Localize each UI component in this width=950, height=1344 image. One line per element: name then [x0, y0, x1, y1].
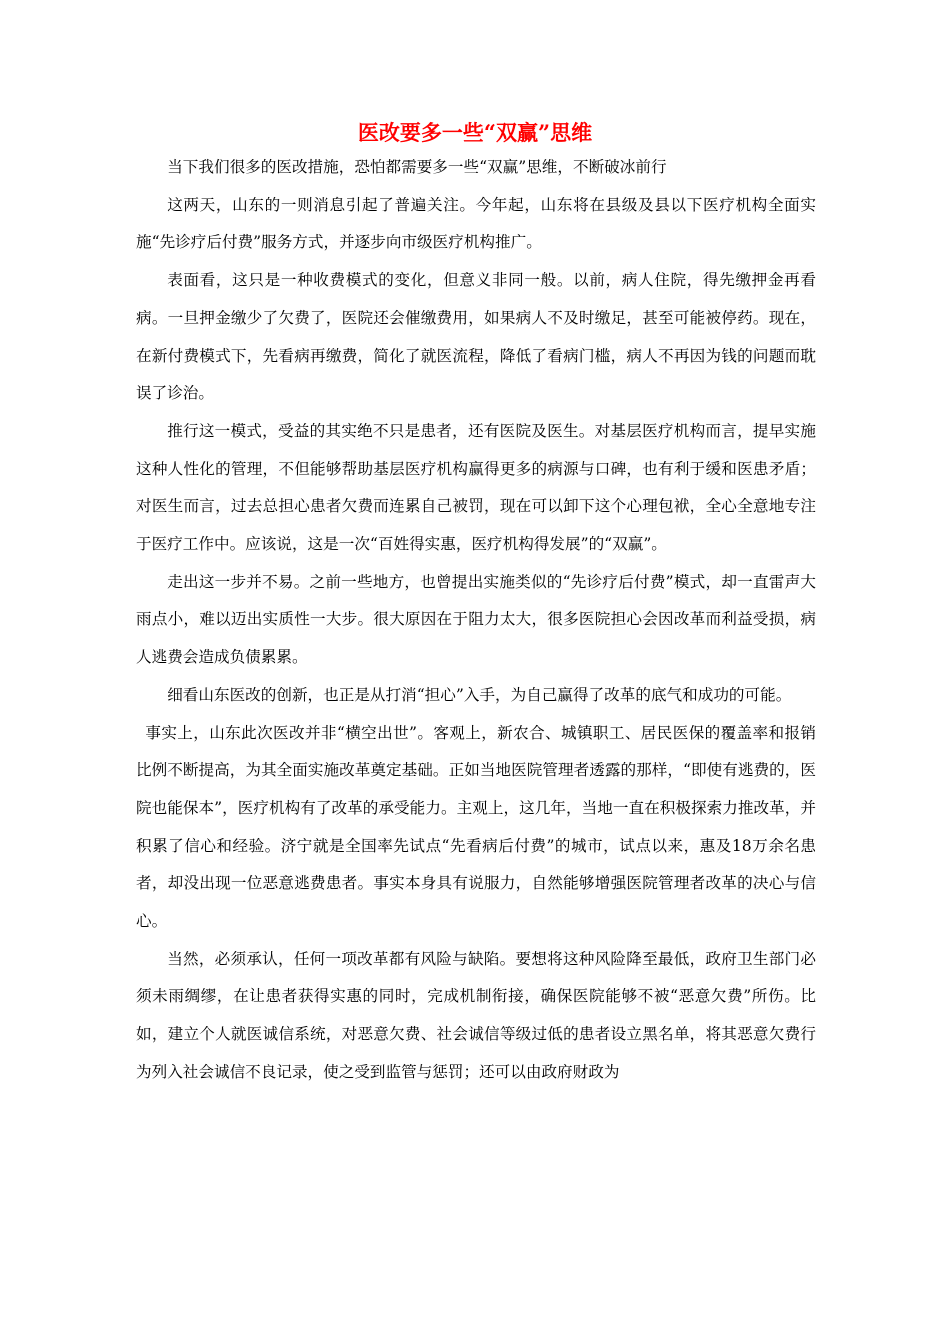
- paragraph: 这两天，山东的一则消息引起了普遍关注。今年起，山东将在县级及县以下医疗机构全面实施“先诊疗后付费”服务方式，并逐步向市级医疗机构推广。: [136, 195, 816, 252]
- paragraph: 走出这一步并不易。之前一些地方，也曾提出实施类似的“先诊疗后付费”模式，却一直雷声大雨点小，难以迈出实质性一大步。很大原因在于阻力太大，很多医院担心会因改革而利益受损，病人逃费会造成负债累累。: [136, 572, 816, 667]
- paragraph: 事实上，山东此次医改并非“横空出世”。客观上，新农合、城镇职工、居民医保的覆盖率和报销比例不断提高，为其全面实施改革奠定基础。正如当地医院管理者透露的那样，“即使有逃费的，医院也能保本”，医疗机构有了改革的承受能力。主观上，这几年，当地一直在积极探索力推改革，并积累了信心和经验。济宁就是全国率先试点“先看病后付费”的城市，试点以来，惠及18万余名患者，却没出现一位恶意逃费患者。事实本身具有说服力，自然能够增强医院管理者改革的决心与信心。: [136, 723, 816, 931]
- paragraph: 当然，必须承认，任何一项改革都有风险与缺陷。要想将这种风险降至最低，政府卫生部门必须未雨绸缪，在让患者获得实惠的同时，完成机制衔接，确保医院能够不被“恶意欠费”所伤。比如，建立个人就医诚信系统，对恶意欠费、社会诚信等级过低的患者设立黑名单，将其恶意欠费行为列入社会诚信不良记录，使之受到监管与惩罚；还可以由政府财政为: [136, 949, 816, 1081]
- paragraph: 表面看，这只是一种收费模式的变化，但意义非同一般。以前，病人住院，得先缴押金再看病。一旦押金缴少了欠费了，医院还会催缴费用，如果病人不及时缴足，甚至可能被停药。现在，在新付费模式下，先看病再缴费，简化了就医流程，降低了看病门槛，病人不再因为钱的问题而耽误了诊治。: [136, 271, 816, 403]
- paragraph: 推行这一模式，受益的其实绝不只是患者，还有医院及医生。对基层医疗机构而言，提早实施这种人性化的管理，不但能够帮助基层医疗机构赢得更多的病源与口碑，也有利于缓和医患矛盾；对医生而言，过去总担心患者欠费而连累自己被罚，现在可以卸下这个心理包袱，全心全意地专注于医疗工作中。应该说，这是一次“百姓得实惠，医疗机构得发展”的“双赢”。: [136, 421, 816, 554]
- document-body: [136, 149, 816, 1092]
- paragraph: 细看山东医改的创新，也正是从打消“担心”入手，为自己赢得了改革的底气和成功的可能。: [167, 685, 792, 704]
- paragraph-lead: 当下我们很多的医改措施，恐怕都需要多一些“双赢”思维，不断破冰前行: [167, 158, 667, 176]
- document-title: 医改要多一些“双赢”思维: [357, 120, 593, 145]
